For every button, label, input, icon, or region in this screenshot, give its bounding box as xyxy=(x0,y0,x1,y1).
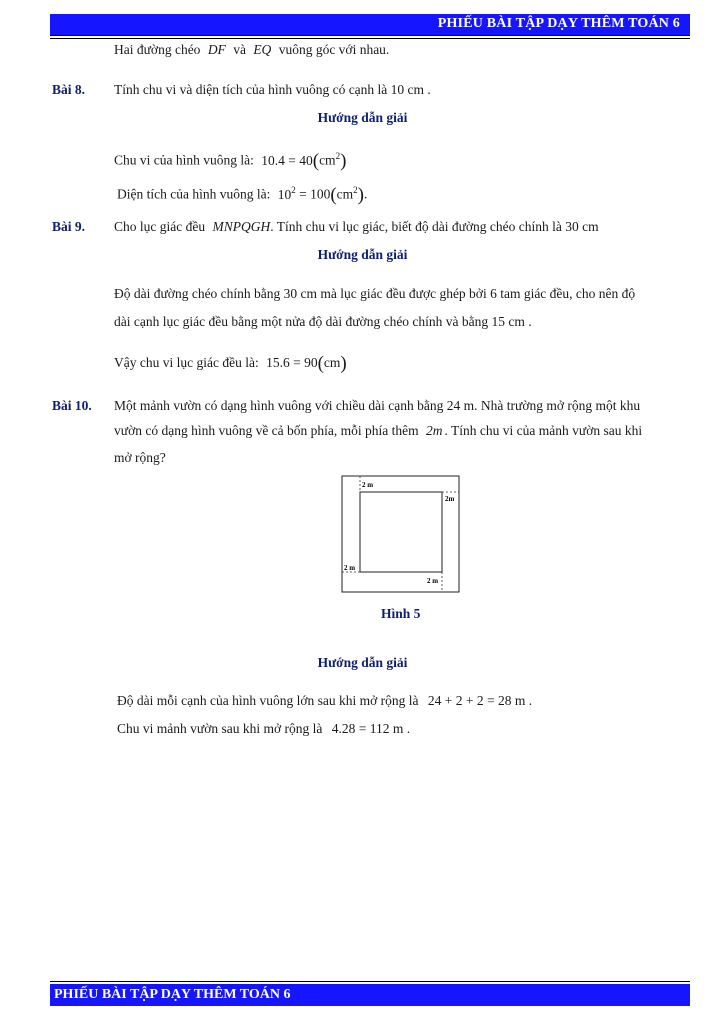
bai8-area-unit: cm xyxy=(336,186,354,202)
intro-var1: DF xyxy=(207,42,226,57)
intro-prefix: Hai đường chéo xyxy=(114,42,201,57)
intro-var2: EQ xyxy=(253,42,272,57)
bai8-area-eq: = 100 xyxy=(295,186,331,202)
bai8-area-end: . xyxy=(364,186,368,202)
bai8-perimeter-unit: cm xyxy=(319,152,336,168)
bai10-question-line3: mở rộng? xyxy=(114,450,166,465)
bai9-label: Bài 9. xyxy=(52,219,86,234)
bai9-shape-name: MNPQGH xyxy=(212,219,271,234)
bai8-area-text: Diện tích của hình vuông là: xyxy=(117,186,271,202)
bai10-guide-heading: Hướng dẫn giải xyxy=(317,655,408,670)
bai8-question: Tính chu vi và diện tích của hình vuông có cạnh là 10 cm . xyxy=(114,82,431,97)
bai10-label: Bài 10. xyxy=(52,398,92,413)
footer-divider xyxy=(50,981,690,982)
bai8-area-unit-exp: 2 xyxy=(353,185,358,195)
bai8-area-base: 10 xyxy=(277,186,292,202)
figure-label-left: 2 m xyxy=(344,564,356,572)
bai8-perimeter-expr: 10.4 = 40 xyxy=(261,152,313,168)
bai8-perimeter-line: Chu vi của hình vuông là: $10.4 = 40(cm^2)$ xyxy=(114,150,347,172)
inner-square xyxy=(360,492,442,572)
figure-label-right: 2m xyxy=(445,495,455,503)
bai8-area-line: Diện tích của hình vuông là: $10^2 = 100(cm^2)$. xyxy=(117,184,368,206)
bai9-question xyxy=(114,219,599,235)
footer-title: PHIẾU BÀI TẬP DẠY THÊM TOÁN 6 xyxy=(54,987,291,1002)
bai9-solution-line1: Độ dài đường chéo chính bằng 30 cm mà lục giác đều được ghép bởi 6 tam giác đều, cho nên độ xyxy=(114,286,636,301)
bai10-answer2-expr: 4.28 = 112 m . xyxy=(331,721,411,736)
bai10-answer2-text: Chu vi mảnh vườn sau khi mở rộng là xyxy=(117,721,323,736)
bai10-line2-prefix: vườn có dạng hình vuông về cả bốn phía, mỗi phía thêm xyxy=(114,423,419,438)
bai9-question-prefix: Cho lục giác đều xyxy=(114,219,206,234)
garden-figure xyxy=(338,472,464,596)
intro-line xyxy=(114,42,389,58)
bai10-answer1-expr: 24 + 2 + 2 = 28 m . xyxy=(427,693,533,708)
bai8-guide-heading: Hướng dẫn giải xyxy=(317,110,408,125)
header-divider xyxy=(50,38,690,39)
bai10-answer1-text: Độ dài mỗi cạnh của hình vuông lớn sau khi mở rộng là xyxy=(117,693,419,708)
bai10-question-line1: Một mảnh vườn có dạng hình vuông với chiều dài cạnh bằng 24 m. Nhà trường mở rộng một khu xyxy=(114,398,641,413)
bai10-answer2 xyxy=(117,721,410,737)
figure-label-top: 2 m xyxy=(362,481,374,489)
bai9-question-suffix: . Tính chu vi lục giác, biết độ dài đường chéo chính là 30 cm xyxy=(270,219,599,234)
bai8-perimeter-text: Chu vi của hình vuông là: xyxy=(114,152,254,168)
header-bar xyxy=(50,14,690,36)
figure-caption: Hình 5 xyxy=(381,606,421,621)
bai8-area-exp: 2 xyxy=(291,185,296,195)
bai10-line2-suffix: . Tính chu vi của mảnh vườn sau khi xyxy=(444,423,643,438)
bai10-answer1 xyxy=(117,693,532,709)
bai9-solution-line2: dài cạnh lục giác đều bằng một nửa độ dài đường chéo chính và bằng 15 cm . xyxy=(114,314,532,329)
header-title: PHIẾU BÀI TẬP DẠY THÊM TOÁN 6 xyxy=(437,16,680,31)
bai8-label: Bài 8. xyxy=(52,82,86,97)
bai10-line2-var: 2m xyxy=(426,423,443,438)
bai9-guide-heading: Hướng dẫn giải xyxy=(317,247,408,262)
footer-bar xyxy=(50,984,690,1006)
bai10-question-line2 xyxy=(114,423,642,439)
figure-label-bottom: 2 m xyxy=(427,577,439,585)
bai9-conclusion-text: Vậy chu vi lục giác đều là: xyxy=(114,355,259,370)
bai9-conclusion-expr: 15.6 = 90 xyxy=(266,355,318,370)
bai9-conclusion-unit: cm xyxy=(323,355,341,370)
bai9-conclusion: Vậy chu vi lục giác đều là: 15.6 = 90(cm) xyxy=(114,353,347,374)
intro-and: và xyxy=(233,42,246,57)
intro-suffix: vuông góc với nhau. xyxy=(278,42,390,57)
bai8-perimeter-exp: 2 xyxy=(335,151,341,161)
